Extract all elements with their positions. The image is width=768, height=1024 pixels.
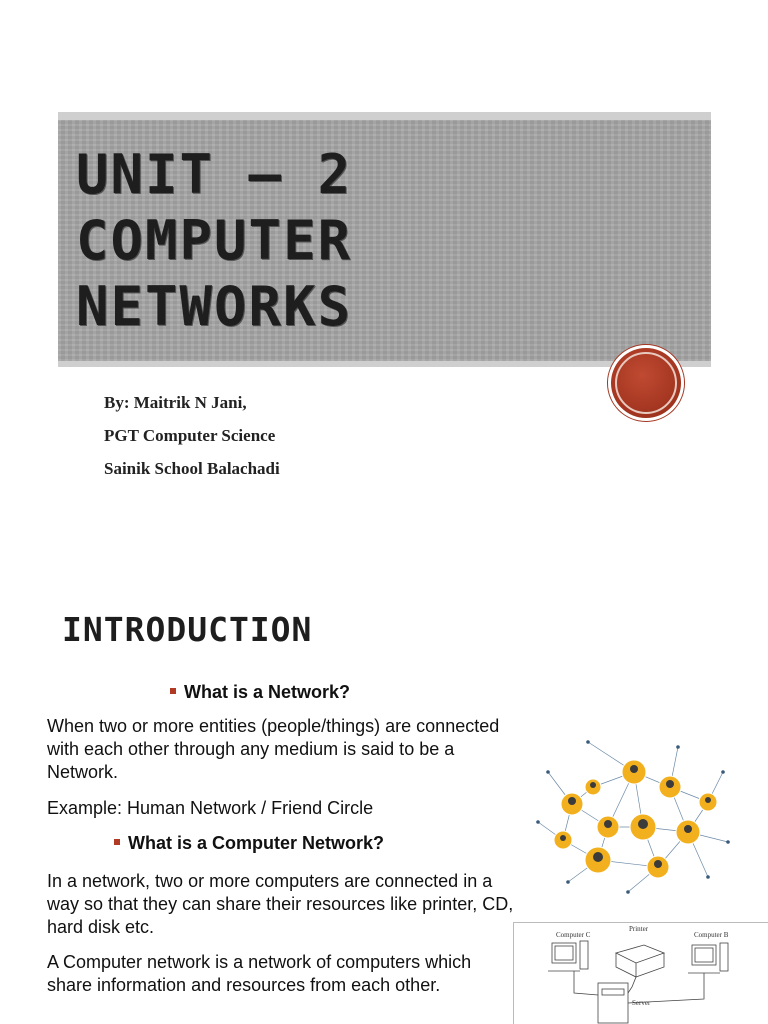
title-band [58, 112, 711, 367]
introduction-slide [0, 560, 768, 1024]
byline-school: Sainik School Balachadi [104, 459, 280, 478]
diagram-drawing [514, 923, 768, 1024]
decorative-circle-ring [615, 352, 677, 414]
question-network-text: What is a Network? [184, 682, 351, 702]
computer-network-diagram [513, 922, 768, 1024]
intro-title: INTRODUCTION [62, 610, 313, 649]
bullet-icon [170, 688, 176, 694]
paragraph-computer-network-def: A Computer network is a network of computers which share information and resources from each other. [47, 952, 472, 995]
people-network-illustration [528, 732, 740, 897]
question-network [170, 682, 350, 703]
byline-role: PGT Computer Science [104, 426, 276, 445]
label-computer-b: Computer B [694, 931, 729, 939]
title-line-2: COMPUTER [76, 209, 353, 272]
slide-title [76, 142, 352, 340]
question-computer-network-text: What is a Computer Network? [128, 833, 385, 853]
label-computer-c: Computer C [556, 931, 591, 939]
title-line-1: UNIT – 2 [76, 143, 353, 206]
byline-author: By: Maitrik N Jani, [104, 393, 247, 412]
question-computer-network [114, 833, 384, 854]
title-line-3: NETWORKS [76, 275, 353, 338]
label-printer: Printer [629, 925, 649, 933]
label-server: Server [632, 999, 651, 1007]
paragraph-sharing: In a network, two or more computers are connected in a way so that they can share their resources like printer, CD, hard disk etc. [47, 871, 514, 937]
byline [104, 390, 280, 489]
paragraph-example: Example: Human Network / Friend Circle [47, 798, 374, 818]
paragraph-network-def: When two or more entities (people/things) are connected with each other through any medium is said to be a Network. [47, 716, 500, 782]
bullet-icon [114, 839, 120, 845]
decorative-circle [608, 345, 684, 421]
